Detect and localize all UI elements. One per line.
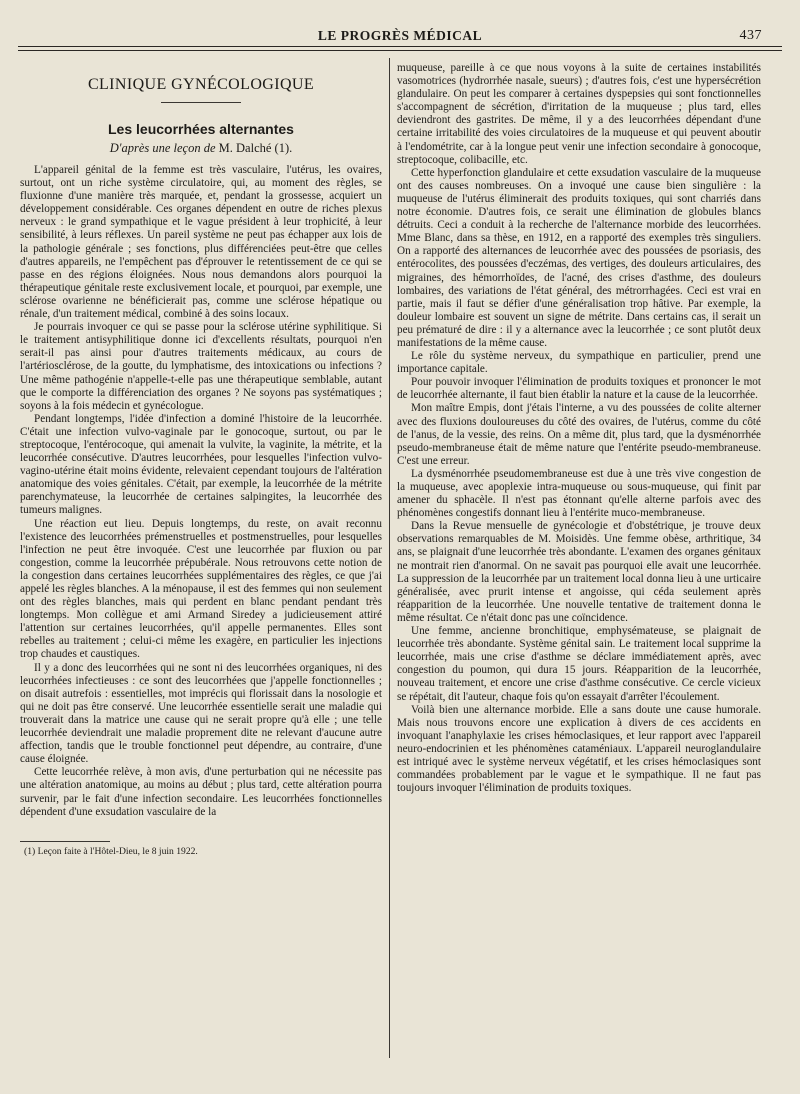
footnote-ref: (1).: [274, 141, 293, 155]
paragraph: Cette leucorrhée relève, à mon avis, d'une perturbation qui ne nécessite pas une altération anatomique, au moins au début ; plus tard, cette altération pourra survenir, par le fait d'une infection secondaire. Les leucorrhées fonctionnelles dépendent d'une exsudation vasculaire de la: [20, 766, 382, 818]
section-rule: [161, 102, 241, 103]
paragraph: La dysménorrhée pseudomembraneuse est due à une très vive congestion de la muqueuse, avec apoplexie intra-muqueuse ou sous-muqueuse, qui finit par amener du sphacèle. Il n'est pas étonnant qu'elle alterne parfois avec des phénomènes congestifs donnant lieu à l'entérite muco-membraneuse.: [397, 467, 761, 520]
article-title: Les leucorrhées alternantes: [108, 121, 294, 137]
column-separator: [389, 58, 390, 1058]
paragraph: Cette hyperfonction glandulaire et cette exsudation vasculaire de la muqueuse ont des causes nombreuses. On a invoqué une cause bien singulière : la muqueuse de l'utérus éliminerait des produits toxiques, qui sont charriés dans notre économie. D'autres fois, ce serait une élimination de globules blancs détruits. Ceci a conduit à la recherche de l'alternance morbide des leucorrhées. Mme Blanc, dans sa thèse, en 1912, en a rapporté des exemples très singuliers. On a rapporté des alternances de leucorrhée avec des poussées de psoriasis, des entérocolites, des poussées d'eczémas, des vertiges, des douleurs articulaires, des migraines, des hémorrhoïdes, de l'acné, des crises d'asthme, des douleurs lombaires, des variations de l'état général, des métrorrhagées. Ceci est vrai en partie, mais il faut se défier d'une généralisation trop hâtive. Par exemple, la douleur lombaire est souvent un signe de métrite. Dans certains cas, il serait un peu prématuré de dire : il y a alternance avec la leucorrhée ; ce sont plutôt deux manifestations de la même cause.: [397, 166, 761, 349]
paragraph: Pour pouvoir invoquer l'élimination de produits toxiques et prononcer le mot de leucorrhée alternante, il faut bien établir la nature et la cause de la leucorrhée.: [397, 376, 761, 402]
author-name: M. Dalché: [218, 141, 272, 155]
paragraph: muqueuse, pareille à ce que nous voyons à la suite de certaines instabilités vasomotrices (hydrorrhée nasale, sueurs) ; d'autres fois, c'est une hypersécrétion glandulaire. On peut les comparer à certaines dyspepsies qui sont fonctionnelles s'accompagnent de sécrétion, d'irritation de la muqueuse ; plus tard, elles deviendront des gastrites. De même, il y a des leucorrhées dépendant d'une certaine irritabilité des voies circulatoires de la muqueuse et qui peuvent aboutir à l'endométrite, car à la longue peut venir une infection secondaire à gonocoque, streptocoque, colibacille, etc.: [397, 62, 761, 166]
journal-name: LE PROGRÈS MÉDICAL: [317, 28, 483, 43]
running-head: [30, 28, 770, 46]
paragraph: Le rôle du système nerveux, du sympathique en particulier, prend une importance capitale.: [397, 350, 761, 376]
article-byline: [20, 141, 382, 156]
paragraph: Une femme, ancienne bronchitique, emphysémateuse, se plaignait de leucorrhée très abondante. Système génital sain. Le traitement local supprime la leucorrhée, mais une crise d'asthme se déclare immédiatement après, avec congestion du poumon, qui dura 15 jours. Réapparition de la leucorrhée, nouveau traitement, et encore une crise d'asthme consécutive. Ce cercle vicieux se répétait, dit l'auteur, chaque fois qu'on essayait d'arrêter l'écoulement.: [397, 625, 761, 703]
paragraph: Je pourrais invoquer ce qui se passe pour la sclérose utérine syphilitique. Si le traitement antisyphilitique donne ici d'excellents résultats, pourquoi n'en serait-il pas ainsi pour d'autres traitements médicaux, au cours de l'artériosclérose, de la goutte, du lymphatisme, des intoxications ou infections ? Une même pathogénie n'appelle-t-elle pas une thérapeutique semblable, autant que le comporte la différenciation des organes ? Ne soyons pas systématiques ; soyons à la fois médecin et gynécologue.: [20, 321, 382, 412]
header-rule: [18, 46, 782, 47]
paragraph: L'appareil génital de la femme est très vasculaire, l'utérus, les ovaires, surtout, ont un riche système circulatoire, qui, au moment des règles, se fluxionne d'une manière très marquée, et, pendant la grossesse, acquiert un développement considérable. Ces organes dépendent en outre de riches plexus nerveux : le grand sympathique et le vague président à leur trophicité, à leur sensibilité, à leurs réflexes. Un pareil système ne peut pas échapper aux lois de la pathologie générale ; ses fonctions, plus différenciées peut-être que celles d'autres appareils, ne l'empêchent pas d'éprouver le retentissement de ce qui se passe en des régions éloignées. Nous nous demandons alors pourquoi la thérapeutique génitale reste exclusivement locale, et pourquoi, par exemple, une sclérose ovarienne ne bénéficierait pas, comme une sclérose hépatique ou rénale, d'un traitement médical, combiné à des soins locaux.: [20, 164, 382, 321]
paragraph: Pendant longtemps, l'idée d'infection a dominé l'histoire de la leucorrhée. C'était une infection vulvo-vaginale par le gonocoque, surtout, ou par le streptocoque, l'entérocoque, qui amenait la vulvite, la vaginite, la métrite, et la leucorrhée consécutive. D'autres leucorrhées, pour lesquelles l'infection vulvo-vagino-utérine était moins évidente, relevaient cependant toujours de l'altération anatomique des voies génitales. C'était, par exemple, la leucorrhée de la métrite parenchymateuse, la leucorrhée de certaines salpingites, la leucorrhée des tumeurs malignes.: [20, 412, 382, 517]
page-number: 437: [739, 28, 762, 43]
section-heading: CLINIQUE GYNÉCOLOGIQUE: [87, 76, 315, 93]
left-column: [20, 64, 382, 1074]
right-column: [397, 62, 761, 1074]
paragraph: Il y a donc des leucorrhées qui ne sont ni des leucorrhées organiques, ni des leucorrhées infectieuses : ce sont des leucorrhées que j'appelle fonctionnelles ; on disait autrefois : essentielles, mot imprécis qui florissait dans la nosologie et qui ne doit pas être conservé. Une leucorrhée essentielle serait une maladie qui trouverait dans la matrice une cause qui ne serait propre qu'à elle ; une telle leucorrhée deviendrait une maladie proprement dite ne relevant d'aucune autre affection, tandis que le trouble fonctionnel peut dépendre, au contraire, d'une cause éloignée.: [20, 661, 382, 766]
paragraph: Mon maître Empis, dont j'étais l'interne, a vu des poussées de colite alterner avec des fluxions douloureuses du côté des ovaires, de l'utérus, comme du côté de l'anus, de la vessie, des reins. On a même dit, plus tard, que la dysménorrhée pseudo-membraneuse était de même nature que l'entérite pseudo-membraneuse. C'est une erreur.: [397, 402, 761, 467]
header-rule-thin: [18, 50, 782, 51]
footnote: (1) Leçon faite à l'Hôtel-Dieu, le 8 juin 1922.: [24, 845, 198, 857]
paragraph: Une réaction eut lieu. Depuis longtemps, du reste, on avait reconnu l'existence des leucorrhées prémenstruelles et postmenstruelles, pour lesquelles l'infection ne peut être invoquée. C'est une leucorrhée par fluxion ou par congestion, comme la leucorrhée prépubérale. Nous retrouvons cette notion de la congestion dans certaines leucorrhées supplémentaires des règles, ce que j'ai appelé les règles blanches. A la ménopause, il est des femmes qui non seulement ont des règles blanches, mais qui perdent en blanc pendant pendant très longtemps. Mon collègue et ami Armand Siredey a judicieusement attiré l'attention sur certaines leucorrhées, qu'il appelle permanentes. Elles sont rebelles au traitement ; celui-ci même les exagère, en particulier les injections trop chaudes et caustiques.: [20, 517, 382, 661]
byline-prefix: D'après une leçon de: [109, 141, 216, 155]
footnote-rule: [20, 841, 110, 842]
paragraph: Voilà bien une alternance morbide. Elle a sans doute une cause humorale. Mais nous trouvons encore une explication à divers de ces accidents en invoquant l'anaphylaxie les crises hémoclasiques, et leur rapport avec l'appareil neuro-endocrinien et les phénomènes cataméniaux. L'appareil neuroglandulaire est intriqué avec le système nerveux végétatif, et les crises hémoclasiques sont commandées probablement par le vague et le sympathique. Il ne faut pas toujours invoquer l'élimination de produits toxiques.: [397, 703, 761, 795]
paragraph: Dans la Revue mensuelle de gynécologie et d'obstétrique, je trouve deux observations remarquables de M. Moisidès. Une femme obèse, arthritique, 34 ans, se plaignait d'une leucorrhée très abondante. L'examen des organes génitaux ne montrait rien d'anormal. On ne savait pas pourquoi elle avait une leucorrhée. La suppression de la leucorrhée par un traitement local donna lieu à une urticaire généralisée, avec prurit intense et angoisse, qui céda seulement après réapparition de la leucorrhée. Une nouvelle tentative de traitement donna le même résultat. Ce n'était donc pas une coïncidence.: [397, 520, 761, 624]
